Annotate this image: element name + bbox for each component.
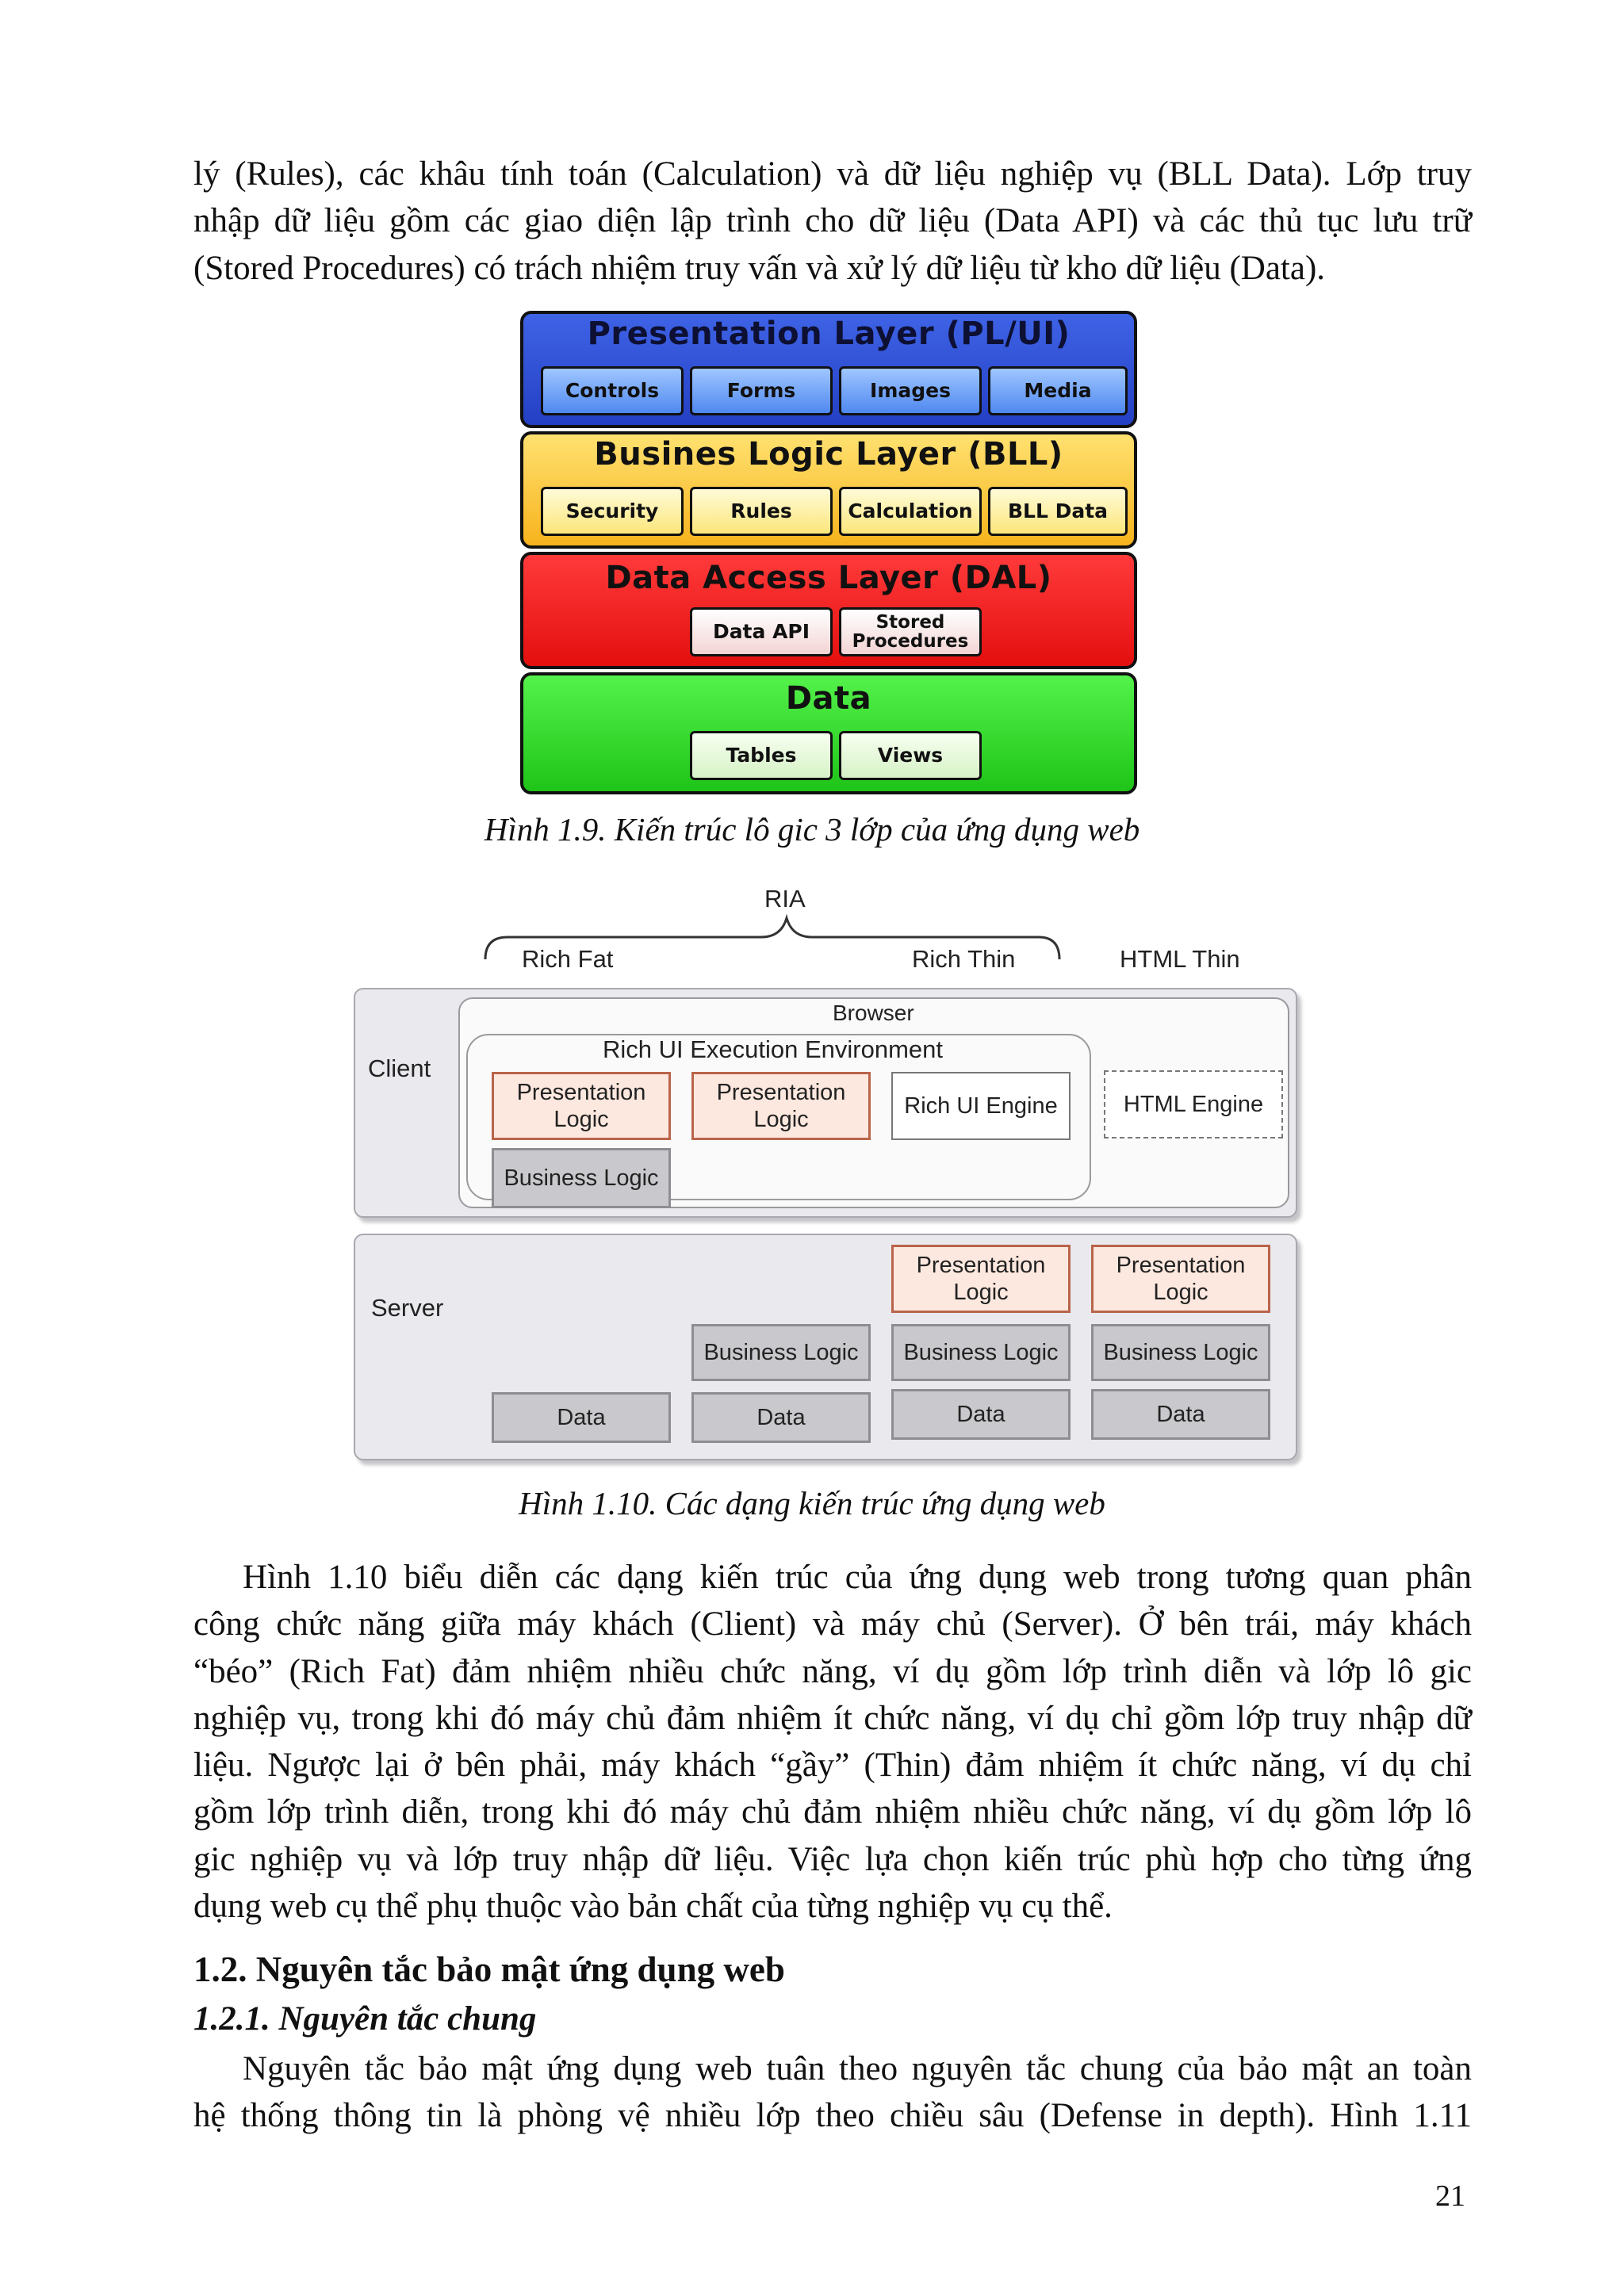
subsection-heading: 1.2.1. Nguyên tắc chung bbox=[193, 2000, 537, 2038]
media-box: Media bbox=[988, 366, 1128, 415]
text-line: gic nghiệp vụ và lớp truy nhập dữ liệu. Việc lựa chọn kiến trúc phù hợp cho từng ứng bbox=[193, 1840, 1472, 1878]
data-access-layer bbox=[520, 552, 1137, 669]
section-title: Nguyên tắc bảo mật ứng dụng web bbox=[255, 1950, 785, 1989]
client-presentation-logic-thin: Presentation Logic bbox=[691, 1072, 871, 1140]
data-access-layer-title: Data Access Layer (DAL) bbox=[605, 560, 1052, 596]
rich-ui-environment-panel bbox=[466, 1034, 1091, 1200]
text-line: Nguyên tắc bảo mật ứng dụng web tuân theo nguyên tắc chung của bảo mật an toàn bbox=[243, 2050, 1472, 2087]
server-panel bbox=[354, 1234, 1297, 1460]
top-paragraph bbox=[193, 151, 1472, 292]
server-data-1: Data bbox=[492, 1392, 671, 1443]
section-heading bbox=[193, 1949, 785, 1990]
rich-thin-label: Rich Thin bbox=[912, 945, 1016, 973]
rich-ui-environment-label: Rich UI Execution Environment bbox=[603, 1035, 944, 1063]
data-api-box: Data API bbox=[690, 607, 833, 656]
bll-data-box: BLL Data bbox=[988, 487, 1128, 536]
text-line: lý (Rules), các khâu tính toán (Calculation) và dữ liệu nghiệp vụ (BLL Data). Lớp truy bbox=[193, 155, 1472, 193]
server-data-4: Data bbox=[1091, 1389, 1270, 1440]
data-layer bbox=[520, 672, 1137, 794]
browser-panel bbox=[458, 997, 1289, 1208]
server-presentation-logic-2: Presentation Logic bbox=[1091, 1245, 1270, 1313]
page-number: 21 bbox=[1435, 2179, 1465, 2213]
body-paragraph bbox=[193, 1554, 1472, 1930]
server-presentation-logic-1: Presentation Logic bbox=[891, 1245, 1071, 1313]
text-line: Hình 1.10 biểu diễn các dạng kiến trúc của ứng dụng web trong tương quan phân bbox=[243, 1559, 1472, 1596]
client-panel bbox=[354, 988, 1297, 1218]
browser-label: Browser bbox=[833, 1001, 914, 1025]
images-box: Images bbox=[839, 366, 982, 415]
figure-three-layer-architecture bbox=[517, 311, 1143, 794]
section-number: 1.2. bbox=[193, 1950, 247, 1989]
server-business-logic-2: Business Logic bbox=[891, 1324, 1071, 1381]
views-box: Views bbox=[839, 731, 982, 780]
client-business-logic-fat: Business Logic bbox=[492, 1148, 671, 1208]
forms-box: Forms bbox=[690, 366, 833, 415]
server-data-3: Data bbox=[891, 1389, 1071, 1440]
ria-label: RIA bbox=[764, 885, 806, 913]
client-label: Client bbox=[368, 1054, 431, 1082]
presentation-layer-title: Presentation Layer (PL/UI) bbox=[587, 316, 1071, 352]
rules-box: Rules bbox=[690, 487, 833, 536]
calculation-box: Calculation bbox=[839, 487, 982, 536]
stored-procedures-box: Stored Procedures bbox=[839, 607, 982, 656]
server-business-logic-3: Business Logic bbox=[1091, 1324, 1270, 1381]
presentation-layer bbox=[520, 311, 1137, 428]
figure-1-10-caption: Hình 1.10. Các dạng kiến trúc ứng dụng web bbox=[519, 1485, 1105, 1521]
business-logic-layer bbox=[520, 431, 1137, 549]
text-line: gồm lớp trình diễn, trong khi đó máy chủ đảm nhiệm nhiều chức năng, ví dụ gồm lớp lô bbox=[193, 1793, 1472, 1831]
section-paragraph bbox=[193, 2045, 1472, 2140]
rich-fat-label: Rich Fat bbox=[522, 945, 614, 973]
tables-box: Tables bbox=[690, 731, 833, 780]
text-line: hệ thống thông tin là phòng vệ nhiều lớp theo chiều sâu (Defense in depth). Hình 1.11 bbox=[193, 2097, 1472, 2135]
client-presentation-logic-fat: Presentation Logic bbox=[492, 1072, 671, 1140]
text-line: “béo” (Rich Fat) đảm nhiệm nhiều chức năng, ví dụ gồm lớp trình diễn và lớp lô gic bbox=[193, 1652, 1472, 1690]
text-line: liệu. Ngược lại ở bên phải, máy khách “gầy” (Thin) đảm nhiệm ít chức năng, ví dụ chỉ bbox=[193, 1747, 1472, 1785]
text-line: nghiệp vụ, trong khi đó máy chủ đảm nhiệm ít chức năng, ví dụ chỉ gồm lớp truy nhập dữ bbox=[193, 1699, 1472, 1737]
text-line: (Stored Procedures) có trách nhiệm truy vấn và xử lý dữ liệu từ kho dữ liệu (Data). bbox=[193, 249, 1326, 287]
figure-web-architecture-types bbox=[349, 872, 1300, 1459]
server-data-2: Data bbox=[691, 1392, 871, 1443]
business-logic-layer-title: Busines Logic Layer (BLL) bbox=[594, 436, 1063, 473]
server-label: Server bbox=[371, 1294, 444, 1322]
text-line: nhập dữ liệu gồm các giao diện lập trình cho dữ liệu (Data API) và các thủ tục lưu trữ bbox=[193, 202, 1472, 240]
security-box: Security bbox=[541, 487, 684, 536]
text-line: công chức năng giữa máy khách (Client) và máy chủ (Server). Ở bên trái, máy khách bbox=[193, 1605, 1472, 1644]
html-engine-box: HTML Engine bbox=[1104, 1070, 1283, 1138]
figure-1-9-caption: Hình 1.9. Kiến trúc lô gic 3 lớp của ứng dụng web bbox=[484, 811, 1140, 848]
text-line: dụng web cụ thể phụ thuộc vào bản chất của từng nghiệp vụ cụ thể. bbox=[193, 1888, 1113, 1926]
controls-box: Controls bbox=[541, 366, 684, 415]
server-business-logic-1: Business Logic bbox=[691, 1324, 871, 1381]
data-layer-title: Data bbox=[785, 680, 872, 717]
html-thin-label: HTML Thin bbox=[1120, 945, 1240, 973]
rich-ui-engine-box: Rich UI Engine bbox=[891, 1072, 1071, 1140]
